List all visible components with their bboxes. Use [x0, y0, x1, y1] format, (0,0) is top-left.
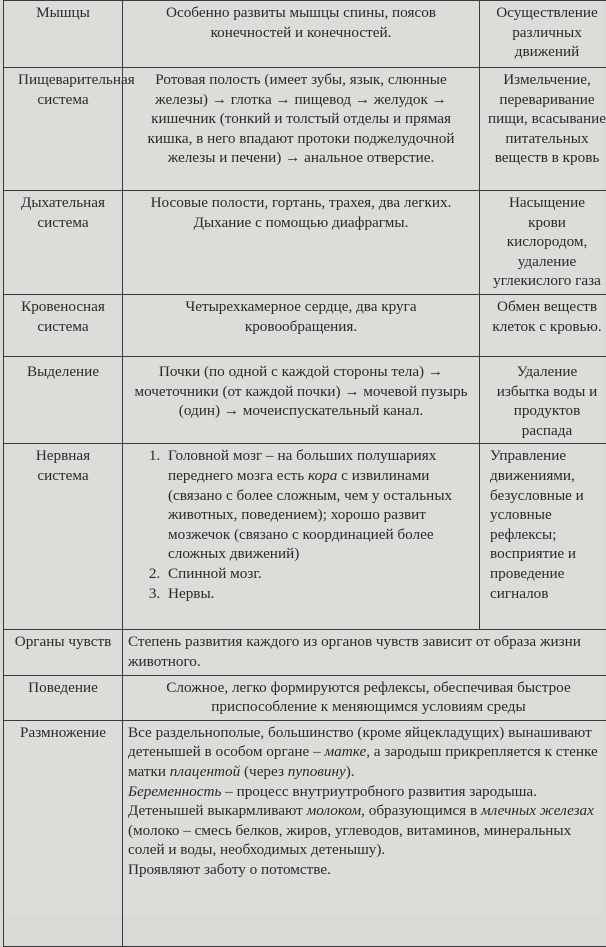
table-row-reproduction	[4, 720, 606, 946]
row-structure: Особенно развиты мышцы спины, поясов конечностей и конечностей.	[123, 1, 480, 68]
italic-term: матке	[324, 743, 366, 760]
row-function: Управление движениями, безусловные и условные рефлексы; восприятие и проведение сигналов	[480, 444, 606, 630]
list-item: 3. Нервы.	[164, 584, 474, 604]
mammal-organ-systems-table	[3, 0, 606, 947]
row-name: Дыхательная система	[4, 191, 123, 295]
item-text: с извилинами (связано с более сложным, чем у остальных животных, поведением); хорошо развит мозжечок (связано с координацией более сложных движений)	[168, 467, 452, 562]
row-structure: Сложное, легко формируются рефлексы, обеспечивая быстрое приспособление к меняющимся условиям среды	[123, 675, 606, 720]
row-name: Выделение	[4, 356, 123, 443]
text: ).	[346, 763, 355, 780]
table-row-digestive	[4, 68, 606, 191]
text: Все раздельнополые, большинство (кроме яйцекладущих) вынашивают детенышей в особом органе –	[128, 724, 592, 761]
row-name: Нервная система	[4, 444, 123, 630]
italic-term: молоком	[307, 802, 362, 819]
row-name: Размножение	[4, 720, 123, 946]
nervous-list	[128, 446, 474, 603]
table-row-behavior	[4, 675, 606, 720]
item-text: Головной мозг – на больших полушариях переднего мозга есть	[168, 447, 436, 484]
row-name: Мышцы	[4, 1, 123, 68]
italic-term: Беременность	[128, 783, 221, 800]
text: (через	[240, 763, 288, 780]
text: (молоко – смесь белков, жиров, углеводов, витаминов, минеральных солей и воды, необходимых детенышу).	[128, 822, 571, 859]
row-structure	[123, 720, 606, 946]
italic-term: пуповину	[288, 763, 346, 780]
text: – процесс внутриутробного развития зародыша.	[221, 783, 537, 800]
row-name: Поведение	[4, 675, 123, 720]
table-row-circulatory	[4, 294, 606, 356]
table-row-excretion	[4, 356, 606, 443]
list-item: 2. Спинной мозг.	[164, 564, 474, 584]
row-structure: Ротовая полость (имеет зубы, язык, слюнные железы) → глотка → пищевод → желудок → кишечник (тонкий и толстый отделы и прямая кишка, в него впадают протоки поджелудочной железы и печени) → анальное отверстие.	[123, 68, 480, 191]
row-structure: Почки (по одной с каждой стороны тела) → мочеточники (от каждой почки) → мочевой пузырь (один) → мочеиспускательный канал.	[123, 356, 480, 443]
row-name: Кровеносная система	[4, 294, 123, 356]
document-page	[3, 0, 603, 916]
table-row-nervous	[4, 444, 606, 630]
row-function: Обмен веществ клеток с кровью.	[480, 294, 606, 356]
repro-paragraph	[128, 782, 606, 802]
row-function: Измельчение, переваривание пищи, всасывание питательных веществ в кровь	[480, 68, 606, 191]
table-row-senses	[4, 630, 606, 675]
table-row-muscles	[4, 1, 606, 68]
row-name: Органы чувств	[4, 630, 123, 675]
row-function: Осуществление различных движений	[480, 1, 606, 68]
row-function: Насыщение крови кислородом, удаление углекислого газа	[480, 191, 606, 295]
italic-term: млечных железах	[481, 802, 594, 819]
repro-paragraph	[128, 723, 606, 782]
row-structure: Носовые полости, гортань, трахея, два легких. Дыхание с помощью диафрагмы.	[123, 191, 480, 295]
row-structure	[123, 444, 480, 630]
text: Детенышей выкармливают	[128, 802, 307, 819]
list-item	[164, 446, 474, 564]
row-structure: Четырехкамерное сердце, два круга кровообращения.	[123, 294, 480, 356]
text: , а зародыш прикрепляется к стенке матки	[128, 743, 598, 780]
repro-paragraph	[128, 801, 606, 860]
repro-paragraph: Проявляют заботу о потомстве.	[128, 860, 606, 880]
table-row-respiratory	[4, 191, 606, 295]
row-function: Удаление избытка воды и продуктов распада	[480, 356, 606, 443]
italic-term: кора	[308, 467, 337, 484]
row-structure: Степень развития каждого из органов чувств зависит от образа жизни животного.	[123, 630, 606, 675]
row-name: Пищеварительная система	[4, 68, 123, 191]
italic-term: плацентой	[170, 763, 240, 780]
text: , образующимся в	[361, 802, 481, 819]
